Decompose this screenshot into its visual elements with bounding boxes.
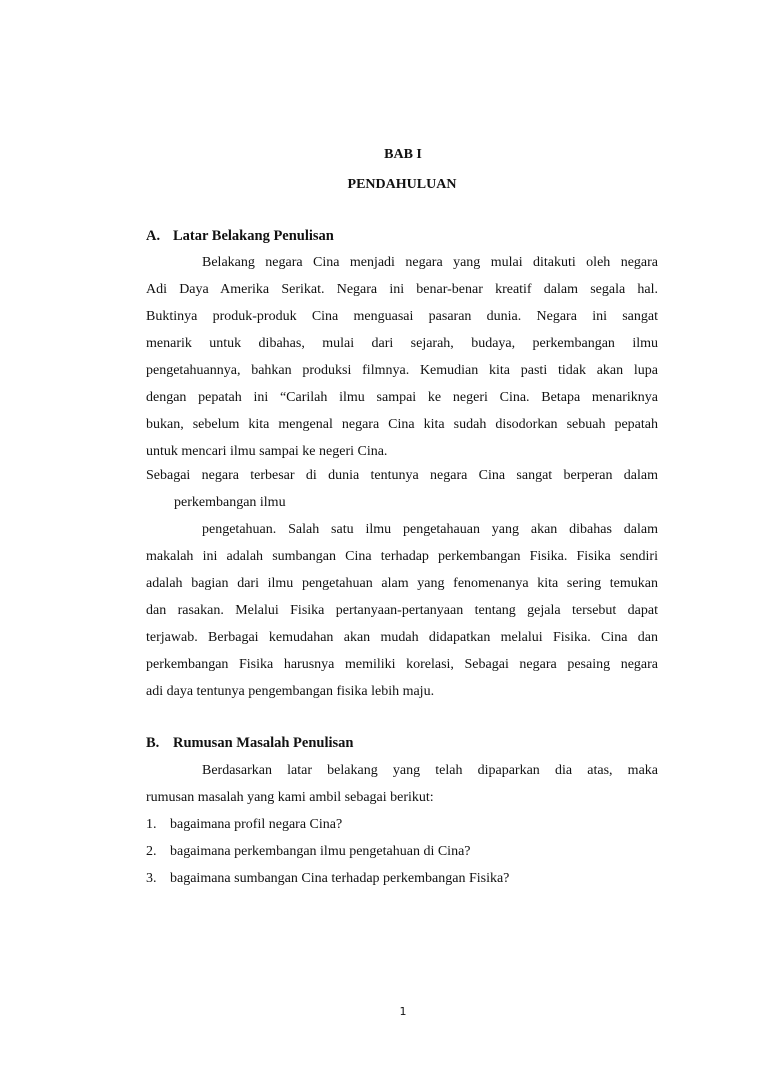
paragraph-line: Berdasarkan latar belakang yang telah dipaparkan dia atas, maka bbox=[202, 763, 658, 778]
paragraph-line: dan rasakan. Melalui Fisika pertanyaan-pertanyaan tentang gejala tersebut dapat bbox=[146, 603, 658, 618]
paragraph-line: Belakang negara Cina menjadi negara yang mulai ditakuti oleh negara bbox=[202, 255, 658, 270]
section-b-title: Rumusan Masalah Penulisan bbox=[173, 735, 354, 751]
list-item bbox=[146, 843, 471, 861]
paragraph-line: makalah ini adalah sumbangan Cina terhadap perkembangan Fisika. Fisika sendiri bbox=[146, 549, 658, 564]
section-a-number: A. bbox=[146, 228, 161, 244]
section-a-heading bbox=[146, 228, 334, 244]
page-number: 1 bbox=[399, 1005, 407, 1018]
paragraph-line: Sebagai negara terbesar di dunia tentunya negara Cina sangat berperan dalam bbox=[146, 468, 658, 483]
section-a-title: Latar Belakang Penulisan bbox=[173, 228, 334, 244]
section-b-number: B. bbox=[146, 735, 160, 751]
list-item-text: bagaimana sumbangan Cina terhadap perkembangan Fisika? bbox=[170, 871, 510, 886]
chapter-title: PENDAHULUAN bbox=[347, 177, 457, 192]
paragraph-line: perkembangan Fisika harusnya memiliki korelasi, Sebagai negara pesaing negara bbox=[146, 657, 658, 672]
paragraph-line: adi daya tentunya pengembangan fisika lebih maju. bbox=[146, 684, 435, 699]
paragraph-line: adalah bagian dari ilmu pengetahuan alam yang fenomenanya kita sering temukan bbox=[146, 576, 658, 591]
list-item bbox=[146, 870, 509, 888]
paragraph-line: pengetahuannya, bahkan produksi filmnya. Kemudian kita pasti tidak akan lupa bbox=[146, 363, 658, 378]
paragraph-line: bukan, sebelum kita mengenal negara Cina kita sudah disodorkan sebuah pepatah bbox=[146, 417, 658, 432]
paragraph-line: perkembangan ilmu bbox=[174, 495, 286, 510]
list-item-number: 3. bbox=[146, 871, 157, 886]
paragraph-line: Buktinya produk-produk Cina menguasai pasaran dunia. Negara ini sangat bbox=[146, 309, 658, 324]
paragraph-line: Adi Daya Amerika Serikat. Negara ini benar-benar kreatif dalam segala hal. bbox=[146, 282, 658, 297]
paragraph-line: untuk mencari ilmu sampai ke negeri Cina. bbox=[146, 444, 388, 459]
list-item-number: 2. bbox=[146, 844, 157, 859]
paragraph-line: menarik untuk dibahas, mulai dari sejarah, budaya, perkembangan ilmu bbox=[146, 336, 658, 351]
paragraph-line: rumusan masalah yang kami ambil sebagai berikut: bbox=[146, 790, 434, 805]
list-item-text: bagaimana perkembangan ilmu pengetahuan di Cina? bbox=[170, 844, 471, 859]
paragraph-line: terjawab. Berbagai kemudahan akan mudah didapatkan melalui Fisika. Cina dan bbox=[146, 630, 658, 645]
paragraph-line: dengan pepatah ini “Carilah ilmu sampai ke negeri Cina. Betapa menariknya bbox=[146, 390, 658, 405]
paragraph-line: pengetahuan. Salah satu ilmu pengetahauan yang akan dibahas dalam bbox=[202, 522, 658, 537]
list-item-text: bagaimana profil negara Cina? bbox=[170, 817, 343, 832]
chapter-label: BAB I bbox=[384, 147, 422, 162]
list-item bbox=[146, 816, 342, 834]
section-b-heading bbox=[146, 735, 354, 751]
list-item-number: 1. bbox=[146, 817, 157, 832]
